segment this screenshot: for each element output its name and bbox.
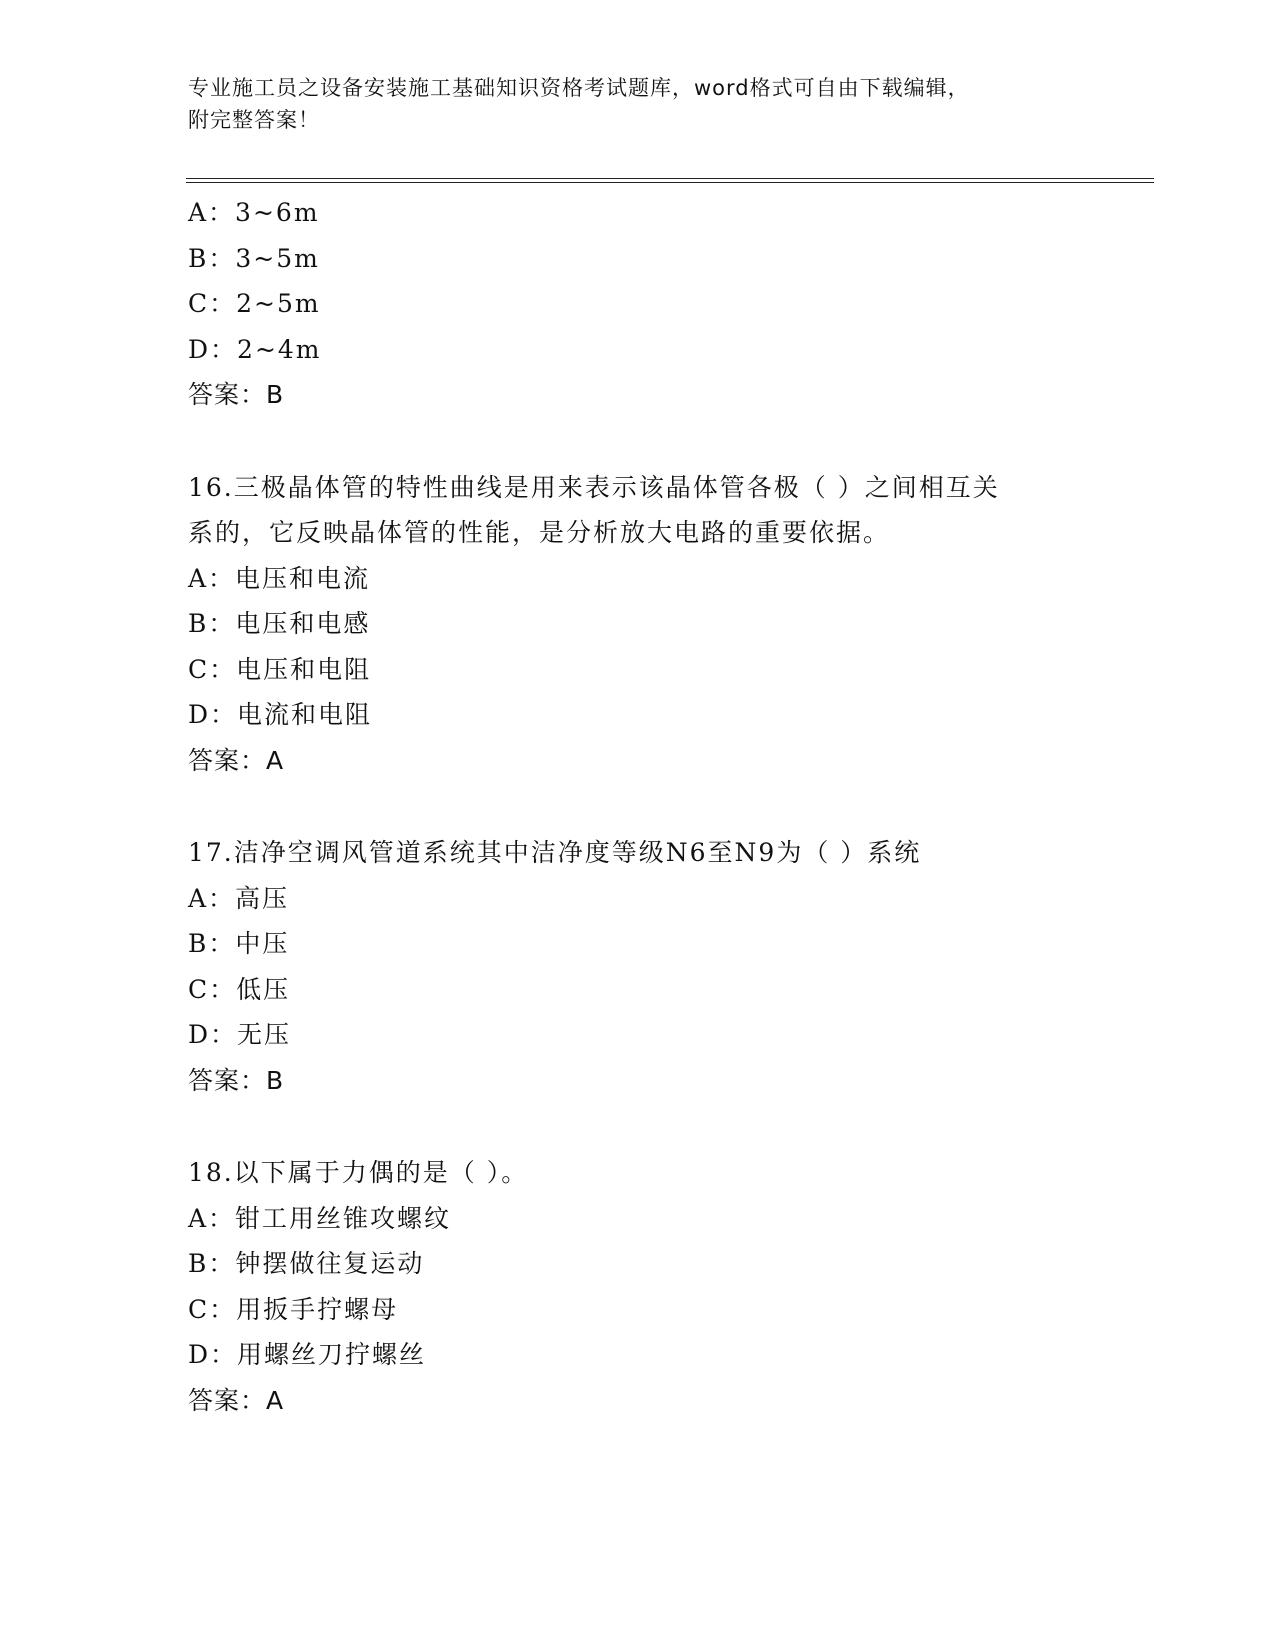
option-d: D：2~4m (188, 334, 322, 364)
option-b: B：钟摆做往复运动 (188, 1249, 425, 1278)
option-c: C：2~5m (188, 289, 321, 318)
option-d: D：用螺丝刀拧螺丝 (188, 1340, 427, 1369)
header-divider (186, 178, 1154, 183)
header-line-2: 附完整答案！ (188, 108, 320, 132)
option-a: A：钳工用丝锥攻螺纹 (188, 1203, 452, 1233)
option-b: B：中压 (188, 929, 290, 958)
question-16 (188, 465, 1088, 784)
question-15-tail (188, 190, 1088, 418)
option-d: D：电流和电阻 (188, 700, 373, 729)
question-text: 18.以下属于力偶的是（ ）。 (188, 1158, 529, 1187)
option-c: C：用扳手拧螺母 (188, 1294, 399, 1324)
option-b: B：3~5m (188, 243, 320, 273)
header-line-1: 专业施工员之设备安装施工基础知识资格考试题库，word格式可自由下载编辑， (188, 76, 970, 100)
question-text: 系的，它反映晶体管的性能，是分析放大电路的重要依据。 (188, 518, 891, 547)
option-c: C：低压 (188, 974, 291, 1004)
option-a: A：电压和电流 (188, 563, 371, 593)
option-c: C：电压和电阻 (188, 654, 372, 684)
answer: 答案：A (188, 745, 285, 775)
question-17 (188, 830, 1088, 1103)
document-header (188, 72, 1088, 136)
option-a: A：高压 (188, 883, 290, 913)
question-18 (188, 1150, 1088, 1423)
answer: 答案：B (188, 380, 285, 409)
question-text: 16.三极晶体管的特性曲线是用来表示该晶体管各极（ ）之间相互关 (188, 472, 1000, 502)
question-text: 17.洁净空调风管道系统其中洁净度等级N6至N9为（ ）系统 (188, 838, 922, 867)
question-list (188, 190, 1088, 1423)
option-a: A：3~6m (188, 198, 320, 227)
answer: 答案：A (188, 1385, 285, 1415)
option-b: B：电压和电感 (188, 609, 371, 638)
option-d: D：无压 (188, 1020, 292, 1049)
answer: 答案：B (188, 1065, 285, 1095)
